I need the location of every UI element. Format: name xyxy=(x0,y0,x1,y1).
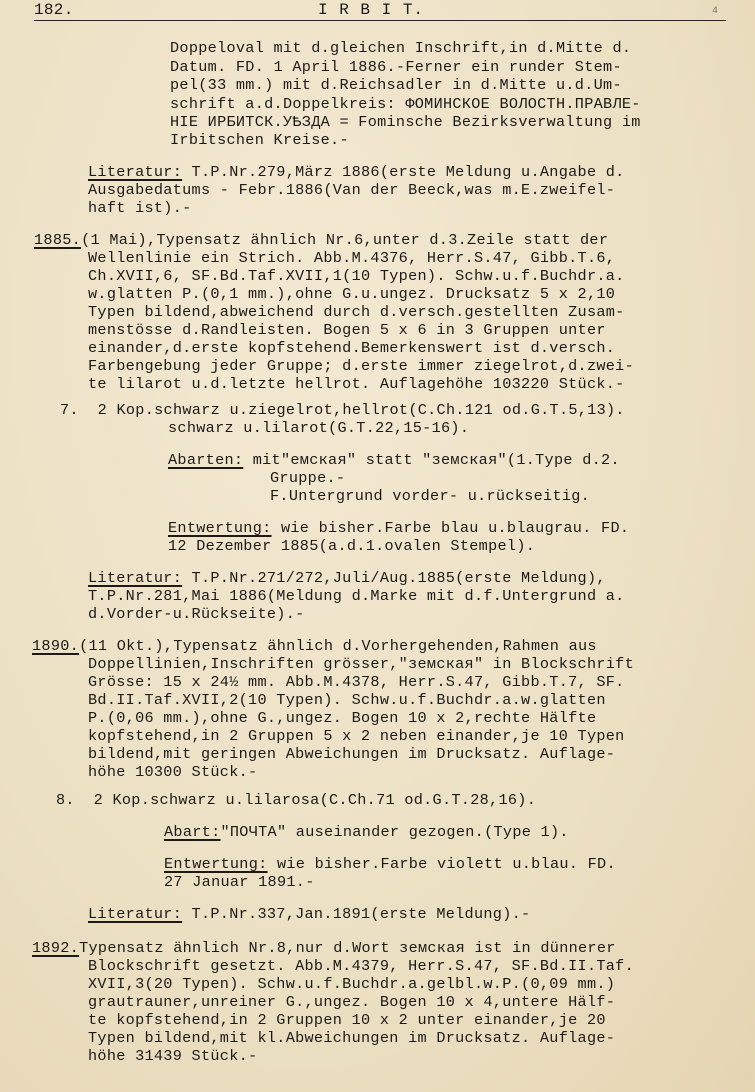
text-line xyxy=(88,570,606,586)
line-text: einander,d.erste kopfstehend.Bemerkenswert ist d.versch. xyxy=(88,339,616,357)
line-text: 8. 2 Kop.schwarz u.lilarosa(C.Ch.71 od.G.T.28,16). xyxy=(56,791,537,809)
line-text: Gruppe.- xyxy=(270,469,346,487)
page-number: 182. xyxy=(34,1,74,19)
underlined-heading: Literatur: xyxy=(88,163,183,181)
underlined-heading: Literatur: xyxy=(88,569,183,587)
line-text: höhe 31439 Stück.- xyxy=(88,1047,258,1065)
underlined-heading: 1885. xyxy=(34,231,82,249)
underlined-heading: Entwertung: xyxy=(168,519,272,537)
text-line xyxy=(32,940,616,956)
line-text: F.Untergrund vorder- u.rückseitig. xyxy=(270,487,591,505)
line-text: XVII,3(20 Typen). Schw.u.f.Buchdr.a.gelbl.w.P.(0,09 mm.) xyxy=(88,975,616,993)
text-line xyxy=(170,40,631,56)
text-line xyxy=(170,77,622,93)
line-text: Irbitschen Kreise.- xyxy=(170,131,349,149)
text-line xyxy=(60,402,625,418)
text-line xyxy=(170,96,641,112)
text-line xyxy=(88,906,530,922)
line-text: T.P.Nr.337,Jan.1891(erste Meldung).- xyxy=(182,905,531,923)
text-line xyxy=(88,674,625,690)
underlined-heading: Abarten: xyxy=(168,451,244,469)
line-text: Doppeloval mit d.gleichen Inschrift,in d.Mitte d. xyxy=(170,39,632,57)
text-line xyxy=(88,764,257,780)
line-text: 12 Dezember 1885(a.d.1.ovalen Stempel). xyxy=(168,537,536,555)
line-text: schwarz u.lilarot(G.T.22,15-16). xyxy=(168,419,470,437)
line-text: 27 Januar 1891.- xyxy=(164,873,315,891)
header-rule xyxy=(34,20,726,21)
line-text: haft ist).- xyxy=(88,199,192,217)
text-line xyxy=(88,710,596,726)
text-line xyxy=(88,304,625,320)
text-line xyxy=(164,824,569,840)
line-text: w.glatten P.(0,1 mm.),ohne G.u.ungez. Drucksatz 5 x 2,10 xyxy=(88,285,616,303)
text-line xyxy=(88,994,615,1010)
text-line xyxy=(88,958,634,974)
text-line xyxy=(88,182,615,198)
text-line xyxy=(168,538,535,554)
text-line xyxy=(88,268,625,284)
text-line xyxy=(56,792,536,808)
text-line xyxy=(32,638,597,654)
line-text: d.Vorder-u.Rückseite).- xyxy=(88,605,305,623)
text-line xyxy=(88,164,625,180)
text-line xyxy=(88,746,615,762)
text-line xyxy=(88,376,625,392)
underlined-heading: 1890. xyxy=(32,637,80,655)
text-line xyxy=(88,322,606,338)
line-text: Farbengebung jeder Gruppe; d.erste immer ziegelrot,d.zwei- xyxy=(88,357,635,375)
text-line xyxy=(88,588,625,604)
corner-mark: 4 xyxy=(712,6,719,17)
text-line xyxy=(168,520,629,536)
line-text: T.P.Nr.271/272,Juli/Aug.1885(erste Meldung), xyxy=(182,569,606,587)
line-text: (11 Okt.),Typensatz ähnlich d.Vorhergehenden,Rahmen aus xyxy=(79,637,597,655)
text-line xyxy=(168,420,469,436)
line-text: te lilarot u.d.letzte hellrot. Auflagehöhe 103220 Stück.- xyxy=(88,375,625,393)
page-title: I R B I T. xyxy=(318,1,425,19)
line-text: Blockschrift gesetzt. Abb.M.4379, Herr.S.47, SF.Bd.II.Taf. xyxy=(88,957,635,975)
line-text: T.P.Nr.281,Mai 1886(Meldung d.Marke mit d.f.Untergrund a. xyxy=(88,587,625,605)
text-line xyxy=(88,656,634,672)
text-line xyxy=(88,692,606,708)
text-line xyxy=(88,250,615,266)
line-text: Ausgabedatums - Febr.1886(Van der Beeck,was m.E.zweifel- xyxy=(88,181,616,199)
text-line xyxy=(164,856,616,872)
line-text: Typen bildend,mit kl.Abweichungen im Drucksatz. Auflage- xyxy=(88,1029,616,1047)
line-text: schrift a.d.Doppelkreis: ФОМИНСКОЕ ВОЛОСТН.ПРАВЛЕ- xyxy=(170,95,641,113)
line-text: Bd.II.Taf.XVII,2(10 Typen). Schw.u.f.Buchdr.a.w.glatten xyxy=(88,691,606,709)
text-line xyxy=(88,286,615,302)
text-line xyxy=(88,606,305,622)
text-line xyxy=(88,728,625,744)
line-text: wie bisher.Farbe violett u.blau. FD. xyxy=(267,855,616,873)
text-line xyxy=(270,488,590,504)
underlined-heading: 1892. xyxy=(32,939,80,957)
line-text: Grösse: 15 x 24½ mm. Abb.M.4378, Herr.S.47, Gibb.T.7, SF. xyxy=(88,673,625,691)
line-text: kopfstehend,in 2 Gruppen 5 x 2 neben einander,je 10 Typen xyxy=(88,727,625,745)
text-line xyxy=(88,1012,606,1028)
line-text: НІЕ ИРБИТСК.УѢЗДА = Fominsche Bezirksverwaltung im xyxy=(170,113,641,131)
underlined-heading: Literatur: xyxy=(88,905,183,923)
line-text: wie bisher.Farbe blau u.blaugrau. FD. xyxy=(271,519,630,537)
line-text: pel(33 mm.) mit d.Reichsadler in d.Mitte u.d.Um- xyxy=(170,76,622,94)
line-text: grautrauner,unreiner G.,ungez. Bogen 10 x 4,untere Hälf- xyxy=(88,993,616,1011)
text-line xyxy=(164,874,315,890)
text-line xyxy=(88,200,192,216)
underlined-heading: Abart: xyxy=(164,823,221,841)
line-text: 7. 2 Kop.schwarz u.ziegelrot,hellrot(C.Ch.121 od.G.T.5,13). xyxy=(60,401,625,419)
line-text: Ch.XVII,6, SF.Bd.Taf.XVII,1(10 Typen). Schw.u.f.Buchdr.a. xyxy=(88,267,625,285)
text-line xyxy=(88,1030,615,1046)
text-line xyxy=(88,1048,257,1064)
line-text: bildend,mit geringen Abweichungen im Drucksatz. Auflage- xyxy=(88,745,616,763)
text-line xyxy=(270,470,345,486)
line-text: te kopfstehend,in 2 Gruppen 10 x 2 unter einander,je 20 xyxy=(88,1011,606,1029)
line-text: Typen bildend,abweichend durch d.versch.gestellten Zusam- xyxy=(88,303,625,321)
line-text: höhe 10300 Stück.- xyxy=(88,763,258,781)
line-text: "ПОЧТА" auseinander gezogen.(Type 1). xyxy=(220,823,569,841)
text-line xyxy=(88,358,634,374)
line-text: Datum. FD. 1 April 1886.-Ferner ein runder Stem- xyxy=(170,58,622,76)
line-text: menstösse d.Randleisten. Bogen 5 x 6 in 3 Gruppen unter xyxy=(88,321,606,339)
underlined-heading: Entwertung: xyxy=(164,855,268,873)
text-line xyxy=(34,232,608,248)
line-text: Doppellinien,Inschriften grösser,"земская" in Blockschrift xyxy=(88,655,635,673)
text-line xyxy=(170,132,349,148)
line-text: P.(0,06 mm.),ohne G.,ungez. Bogen 10 x 2,rechte Hälfte xyxy=(88,709,597,727)
line-text: Typensatz ähnlich Nr.8,nur d.Wort земская ist in dünnerer xyxy=(79,939,616,957)
text-line xyxy=(170,59,622,75)
line-text: Wellenlinie ein Strich. Abb.M.4376, Herr.S.47, Gibb.T.6, xyxy=(88,249,616,267)
text-line xyxy=(88,976,615,992)
line-text: mit"емская" statt "земская"(1.Type d.2. xyxy=(243,451,620,469)
text-line xyxy=(168,452,620,468)
text-line xyxy=(88,340,615,356)
line-text: (1 Mai),Typensatz ähnlich Nr.6,unter d.3.Zeile statt der xyxy=(81,231,609,249)
line-text: T.P.Nr.279,März 1886(erste Meldung u.Angabe d. xyxy=(182,163,625,181)
text-line xyxy=(170,114,641,130)
